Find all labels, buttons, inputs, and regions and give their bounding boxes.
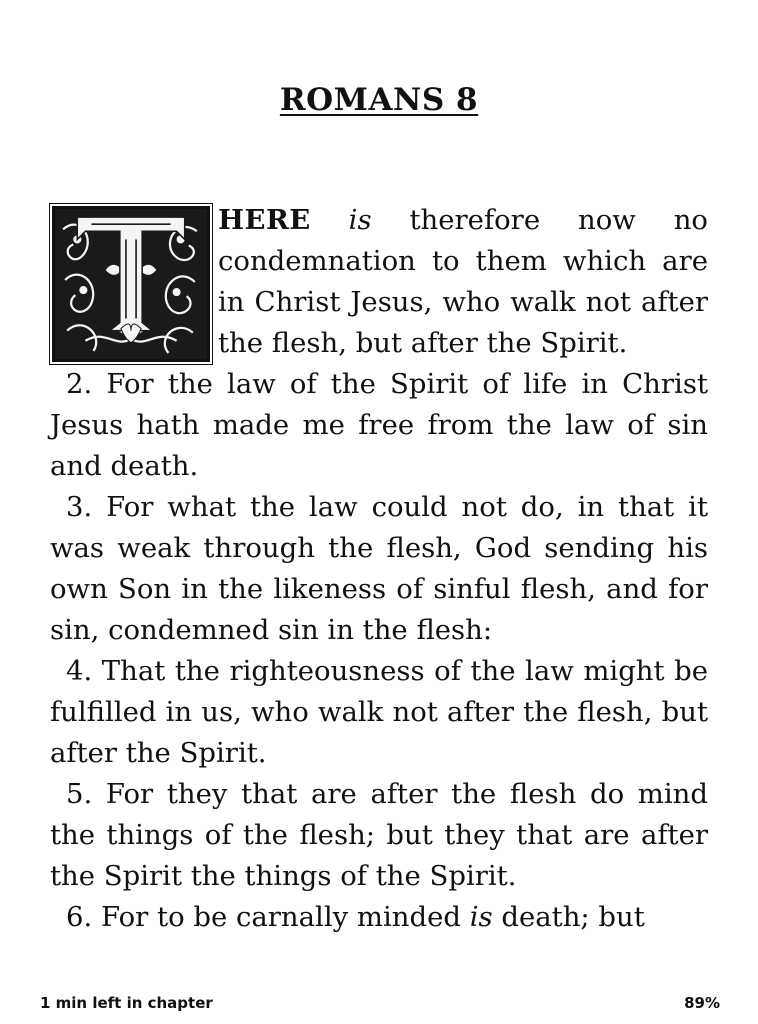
progress-percent: 89% (684, 994, 720, 1012)
verse-text: is (469, 901, 493, 933)
verse-text (311, 204, 349, 236)
verse-text: For the law of the Spirit of life in Christ Jesus hath made me free from the law of sin and death. (50, 368, 708, 482)
verse-5 (50, 774, 708, 897)
chapter-title: ROMANS 8 (279, 82, 479, 118)
verse-text: HERE (218, 204, 311, 236)
verse-text: therefore now no condemnation to them which are in Christ Jesus, who walk not after the flesh, but after the Spirit. (218, 204, 708, 359)
verse-text: is (348, 204, 372, 236)
verse-6 (50, 897, 708, 938)
chapter-text (50, 200, 708, 938)
verse-number: 6. (66, 901, 93, 933)
verse-4 (50, 651, 708, 774)
verse-3 (50, 487, 708, 651)
verse-text: death; but (492, 901, 645, 933)
verse-number: 2. (66, 368, 93, 400)
verse-number: 3. (66, 491, 93, 523)
verse-number: 4. (66, 655, 93, 687)
reader-footer (40, 994, 720, 1012)
verse-2 (50, 364, 708, 487)
verse-text: For what the law could not do, in that it was weak through the flesh, God sending his own Son in the likeness of sinful flesh, and for sin, condemned sin in the flesh: (50, 491, 708, 646)
verse-text: That the righteousness of the law might be fulfilled in us, who walk not after the flesh, but after the Spirit. (50, 655, 708, 769)
verse-text: For to be carnally minded (92, 901, 470, 933)
verse-number: 5. (66, 778, 93, 810)
verse-text: For they that are after the flesh do mind the things of the flesh; but they that are after the Spirit the things of the Spirit. (50, 778, 708, 892)
time-left-label: 1 min left in chapter (40, 994, 213, 1012)
dropcap-illustration (52, 206, 210, 362)
